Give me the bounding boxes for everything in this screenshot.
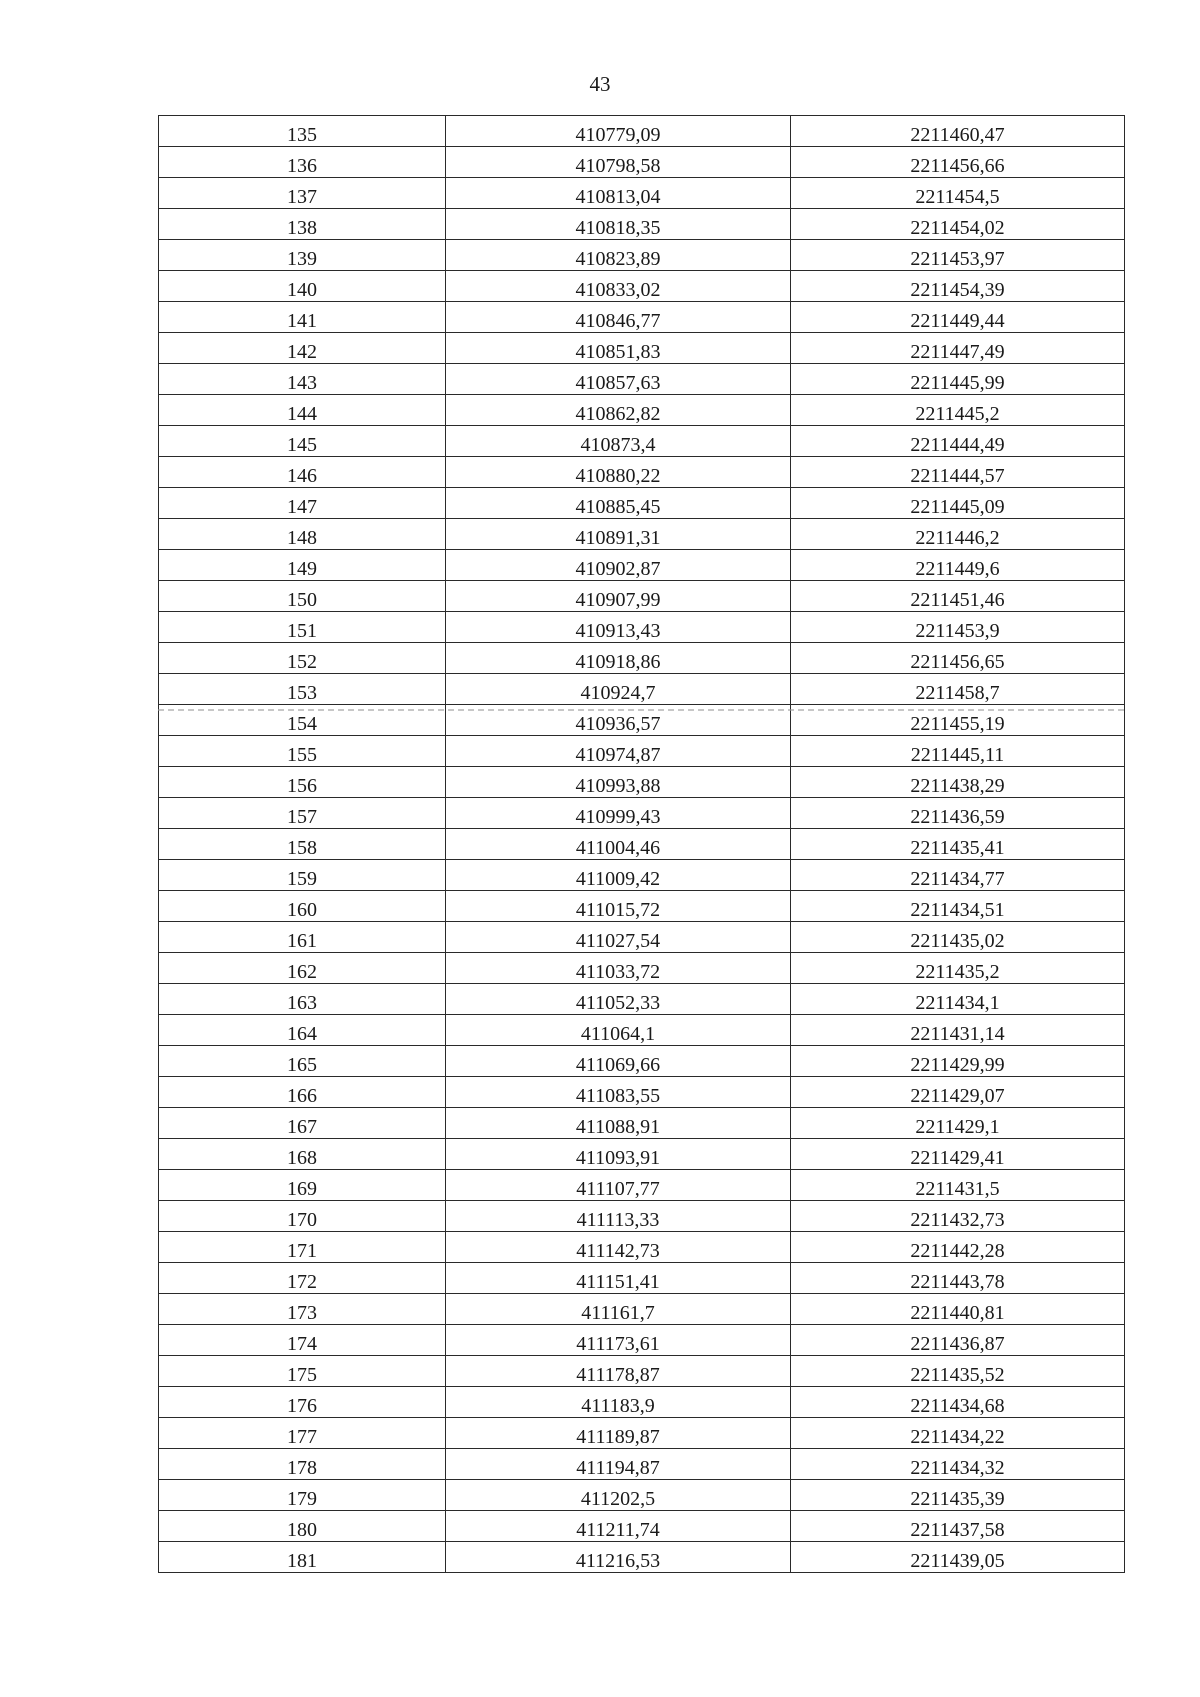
x-coordinate-cell: 410846,77 <box>446 302 791 333</box>
x-coordinate-cell: 410913,43 <box>446 612 791 643</box>
point-number-cell: 171 <box>159 1232 446 1263</box>
point-number-cell: 159 <box>159 860 446 891</box>
x-coordinate-cell: 411202,5 <box>446 1480 791 1511</box>
table-row <box>159 1418 1125 1449</box>
y-coordinate-cell: 2211435,52 <box>791 1356 1125 1387</box>
x-coordinate-cell: 410907,99 <box>446 581 791 612</box>
table-row <box>159 457 1125 488</box>
x-coordinate-cell: 411027,54 <box>446 922 791 953</box>
y-coordinate-cell: 2211434,22 <box>791 1418 1125 1449</box>
point-number-cell: 167 <box>159 1108 446 1139</box>
x-coordinate-cell: 411183,9 <box>446 1387 791 1418</box>
y-coordinate-cell: 2211449,6 <box>791 550 1125 581</box>
table-row <box>159 1108 1125 1139</box>
x-coordinate-cell: 411151,41 <box>446 1263 791 1294</box>
table-row <box>159 922 1125 953</box>
x-coordinate-cell: 410851,83 <box>446 333 791 364</box>
table-row <box>159 1356 1125 1387</box>
table-row <box>159 1232 1125 1263</box>
y-coordinate-cell: 2211455,19 <box>791 705 1125 736</box>
point-number-cell: 172 <box>159 1263 446 1294</box>
point-number-cell: 175 <box>159 1356 446 1387</box>
point-number-cell: 179 <box>159 1480 446 1511</box>
y-coordinate-cell: 2211435,02 <box>791 922 1125 953</box>
point-number-cell: 181 <box>159 1542 446 1573</box>
point-number-cell: 153 <box>159 674 446 705</box>
x-coordinate-cell: 410862,82 <box>446 395 791 426</box>
x-coordinate-cell: 411004,46 <box>446 829 791 860</box>
x-coordinate-cell: 411093,91 <box>446 1139 791 1170</box>
point-number-cell: 158 <box>159 829 446 860</box>
y-coordinate-cell: 2211429,99 <box>791 1046 1125 1077</box>
point-number-cell: 139 <box>159 240 446 271</box>
x-coordinate-cell: 411211,74 <box>446 1511 791 1542</box>
point-number-cell: 150 <box>159 581 446 612</box>
table-row <box>159 736 1125 767</box>
y-coordinate-cell: 2211438,29 <box>791 767 1125 798</box>
point-number-cell: 151 <box>159 612 446 643</box>
table-row <box>159 767 1125 798</box>
point-number-cell: 178 <box>159 1449 446 1480</box>
y-coordinate-cell: 2211431,14 <box>791 1015 1125 1046</box>
y-coordinate-cell: 2211458,7 <box>791 674 1125 705</box>
table-row <box>159 1170 1125 1201</box>
point-number-cell: 161 <box>159 922 446 953</box>
y-coordinate-cell: 2211429,41 <box>791 1139 1125 1170</box>
x-coordinate-cell: 410993,88 <box>446 767 791 798</box>
y-coordinate-cell: 2211436,59 <box>791 798 1125 829</box>
point-number-cell: 176 <box>159 1387 446 1418</box>
x-coordinate-cell: 411033,72 <box>446 953 791 984</box>
y-coordinate-cell: 2211446,2 <box>791 519 1125 550</box>
point-number-cell: 148 <box>159 519 446 550</box>
x-coordinate-cell: 411088,91 <box>446 1108 791 1139</box>
y-coordinate-cell: 2211453,97 <box>791 240 1125 271</box>
y-coordinate-cell: 2211431,5 <box>791 1170 1125 1201</box>
point-number-cell: 160 <box>159 891 446 922</box>
x-coordinate-cell: 410873,4 <box>446 426 791 457</box>
x-coordinate-cell: 410924,7 <box>446 674 791 705</box>
point-number-cell: 170 <box>159 1201 446 1232</box>
table-row <box>159 1015 1125 1046</box>
table-row <box>159 1325 1125 1356</box>
x-coordinate-cell: 411009,42 <box>446 860 791 891</box>
table-row <box>159 178 1125 209</box>
x-coordinate-cell: 410813,04 <box>446 178 791 209</box>
table-row <box>159 984 1125 1015</box>
y-coordinate-cell: 2211451,46 <box>791 581 1125 612</box>
point-number-cell: 174 <box>159 1325 446 1356</box>
y-coordinate-cell: 2211437,58 <box>791 1511 1125 1542</box>
y-coordinate-cell: 2211445,09 <box>791 488 1125 519</box>
y-coordinate-cell: 2211444,57 <box>791 457 1125 488</box>
table-row <box>159 953 1125 984</box>
point-number-cell: 180 <box>159 1511 446 1542</box>
y-coordinate-cell: 2211436,87 <box>791 1325 1125 1356</box>
y-coordinate-cell: 2211440,81 <box>791 1294 1125 1325</box>
y-coordinate-cell: 2211454,5 <box>791 178 1125 209</box>
table-row <box>159 519 1125 550</box>
table-row <box>159 395 1125 426</box>
table-row <box>159 1387 1125 1418</box>
x-coordinate-cell: 410880,22 <box>446 457 791 488</box>
table-row <box>159 1046 1125 1077</box>
y-coordinate-cell: 2211456,65 <box>791 643 1125 674</box>
point-number-cell: 152 <box>159 643 446 674</box>
table-row <box>159 271 1125 302</box>
y-coordinate-cell: 2211449,44 <box>791 302 1125 333</box>
y-coordinate-cell: 2211434,51 <box>791 891 1125 922</box>
point-number-cell: 166 <box>159 1077 446 1108</box>
table-row <box>159 798 1125 829</box>
point-number-cell: 154 <box>159 705 446 736</box>
x-coordinate-cell: 411161,7 <box>446 1294 791 1325</box>
point-number-cell: 142 <box>159 333 446 364</box>
point-number-cell: 145 <box>159 426 446 457</box>
scan-artifact-line <box>158 709 1124 711</box>
table-row <box>159 488 1125 519</box>
x-coordinate-cell: 411052,33 <box>446 984 791 1015</box>
table-row <box>159 581 1125 612</box>
table-row <box>159 240 1125 271</box>
x-coordinate-cell: 411107,77 <box>446 1170 791 1201</box>
point-number-cell: 138 <box>159 209 446 240</box>
table-row <box>159 829 1125 860</box>
table-row <box>159 1542 1125 1573</box>
x-coordinate-cell: 410902,87 <box>446 550 791 581</box>
x-coordinate-cell: 410833,02 <box>446 271 791 302</box>
x-coordinate-cell: 411216,53 <box>446 1542 791 1573</box>
x-coordinate-cell: 411083,55 <box>446 1077 791 1108</box>
x-coordinate-cell: 411189,87 <box>446 1418 791 1449</box>
point-number-cell: 156 <box>159 767 446 798</box>
x-coordinate-cell: 411173,61 <box>446 1325 791 1356</box>
y-coordinate-cell: 2211434,77 <box>791 860 1125 891</box>
table-row <box>159 1294 1125 1325</box>
table-row <box>159 643 1125 674</box>
point-number-cell: 155 <box>159 736 446 767</box>
point-number-cell: 149 <box>159 550 446 581</box>
table-row <box>159 1201 1125 1232</box>
point-number-cell: 140 <box>159 271 446 302</box>
table-row <box>159 116 1125 147</box>
y-coordinate-cell: 2211453,9 <box>791 612 1125 643</box>
page-number: 43 <box>589 72 611 96</box>
y-coordinate-cell: 2211456,66 <box>791 147 1125 178</box>
y-coordinate-cell: 2211443,78 <box>791 1263 1125 1294</box>
y-coordinate-cell: 2211429,07 <box>791 1077 1125 1108</box>
table-row <box>159 1077 1125 1108</box>
table-row <box>159 1449 1125 1480</box>
x-coordinate-cell: 410974,87 <box>446 736 791 767</box>
point-number-cell: 146 <box>159 457 446 488</box>
point-number-cell: 137 <box>159 178 446 209</box>
y-coordinate-cell: 2211445,2 <box>791 395 1125 426</box>
point-number-cell: 165 <box>159 1046 446 1077</box>
y-coordinate-cell: 2211434,68 <box>791 1387 1125 1418</box>
table-row <box>159 209 1125 240</box>
x-coordinate-cell: 410818,35 <box>446 209 791 240</box>
x-coordinate-cell: 410999,43 <box>446 798 791 829</box>
table-row <box>159 1511 1125 1542</box>
table-row <box>159 364 1125 395</box>
point-number-cell: 144 <box>159 395 446 426</box>
point-number-cell: 162 <box>159 953 446 984</box>
table-row <box>159 1480 1125 1511</box>
y-coordinate-cell: 2211432,73 <box>791 1201 1125 1232</box>
x-coordinate-cell: 410885,45 <box>446 488 791 519</box>
y-coordinate-cell: 2211442,28 <box>791 1232 1125 1263</box>
point-number-cell: 157 <box>159 798 446 829</box>
point-number-cell: 163 <box>159 984 446 1015</box>
table-row <box>159 147 1125 178</box>
point-number-cell: 135 <box>159 116 446 147</box>
point-number-cell: 177 <box>159 1418 446 1449</box>
y-coordinate-cell: 2211447,49 <box>791 333 1125 364</box>
table-row <box>159 674 1125 705</box>
x-coordinate-cell: 411069,66 <box>446 1046 791 1077</box>
coordinates-table <box>158 115 1125 1573</box>
table-row <box>159 302 1125 333</box>
x-coordinate-cell: 411142,73 <box>446 1232 791 1263</box>
point-number-cell: 141 <box>159 302 446 333</box>
y-coordinate-cell: 2211445,11 <box>791 736 1125 767</box>
x-coordinate-cell: 410857,63 <box>446 364 791 395</box>
x-coordinate-cell: 410779,09 <box>446 116 791 147</box>
x-coordinate-cell: 411113,33 <box>446 1201 791 1232</box>
coordinates-table-body <box>159 116 1125 1573</box>
y-coordinate-cell: 2211434,1 <box>791 984 1125 1015</box>
y-coordinate-cell: 2211460,47 <box>791 116 1125 147</box>
y-coordinate-cell: 2211445,99 <box>791 364 1125 395</box>
table-row <box>159 426 1125 457</box>
x-coordinate-cell: 411064,1 <box>446 1015 791 1046</box>
table-row <box>159 1263 1125 1294</box>
x-coordinate-cell: 410891,31 <box>446 519 791 550</box>
y-coordinate-cell: 2211429,1 <box>791 1108 1125 1139</box>
y-coordinate-cell: 2211435,41 <box>791 829 1125 860</box>
x-coordinate-cell: 411015,72 <box>446 891 791 922</box>
y-coordinate-cell: 2211454,39 <box>791 271 1125 302</box>
y-coordinate-cell: 2211435,2 <box>791 953 1125 984</box>
point-number-cell: 169 <box>159 1170 446 1201</box>
y-coordinate-cell: 2211444,49 <box>791 426 1125 457</box>
point-number-cell: 143 <box>159 364 446 395</box>
table-row <box>159 550 1125 581</box>
y-coordinate-cell: 2211439,05 <box>791 1542 1125 1573</box>
x-coordinate-cell: 410936,57 <box>446 705 791 736</box>
point-number-cell: 164 <box>159 1015 446 1046</box>
x-coordinate-cell: 410798,58 <box>446 147 791 178</box>
table-row <box>159 860 1125 891</box>
table-row <box>159 333 1125 364</box>
point-number-cell: 136 <box>159 147 446 178</box>
x-coordinate-cell: 411178,87 <box>446 1356 791 1387</box>
table-row <box>159 612 1125 643</box>
x-coordinate-cell: 410918,86 <box>446 643 791 674</box>
y-coordinate-cell: 2211435,39 <box>791 1480 1125 1511</box>
y-coordinate-cell: 2211454,02 <box>791 209 1125 240</box>
point-number-cell: 173 <box>159 1294 446 1325</box>
x-coordinate-cell: 411194,87 <box>446 1449 791 1480</box>
point-number-cell: 168 <box>159 1139 446 1170</box>
point-number-cell: 147 <box>159 488 446 519</box>
y-coordinate-cell: 2211434,32 <box>791 1449 1125 1480</box>
table-row <box>159 1139 1125 1170</box>
table-row <box>159 891 1125 922</box>
x-coordinate-cell: 410823,89 <box>446 240 791 271</box>
